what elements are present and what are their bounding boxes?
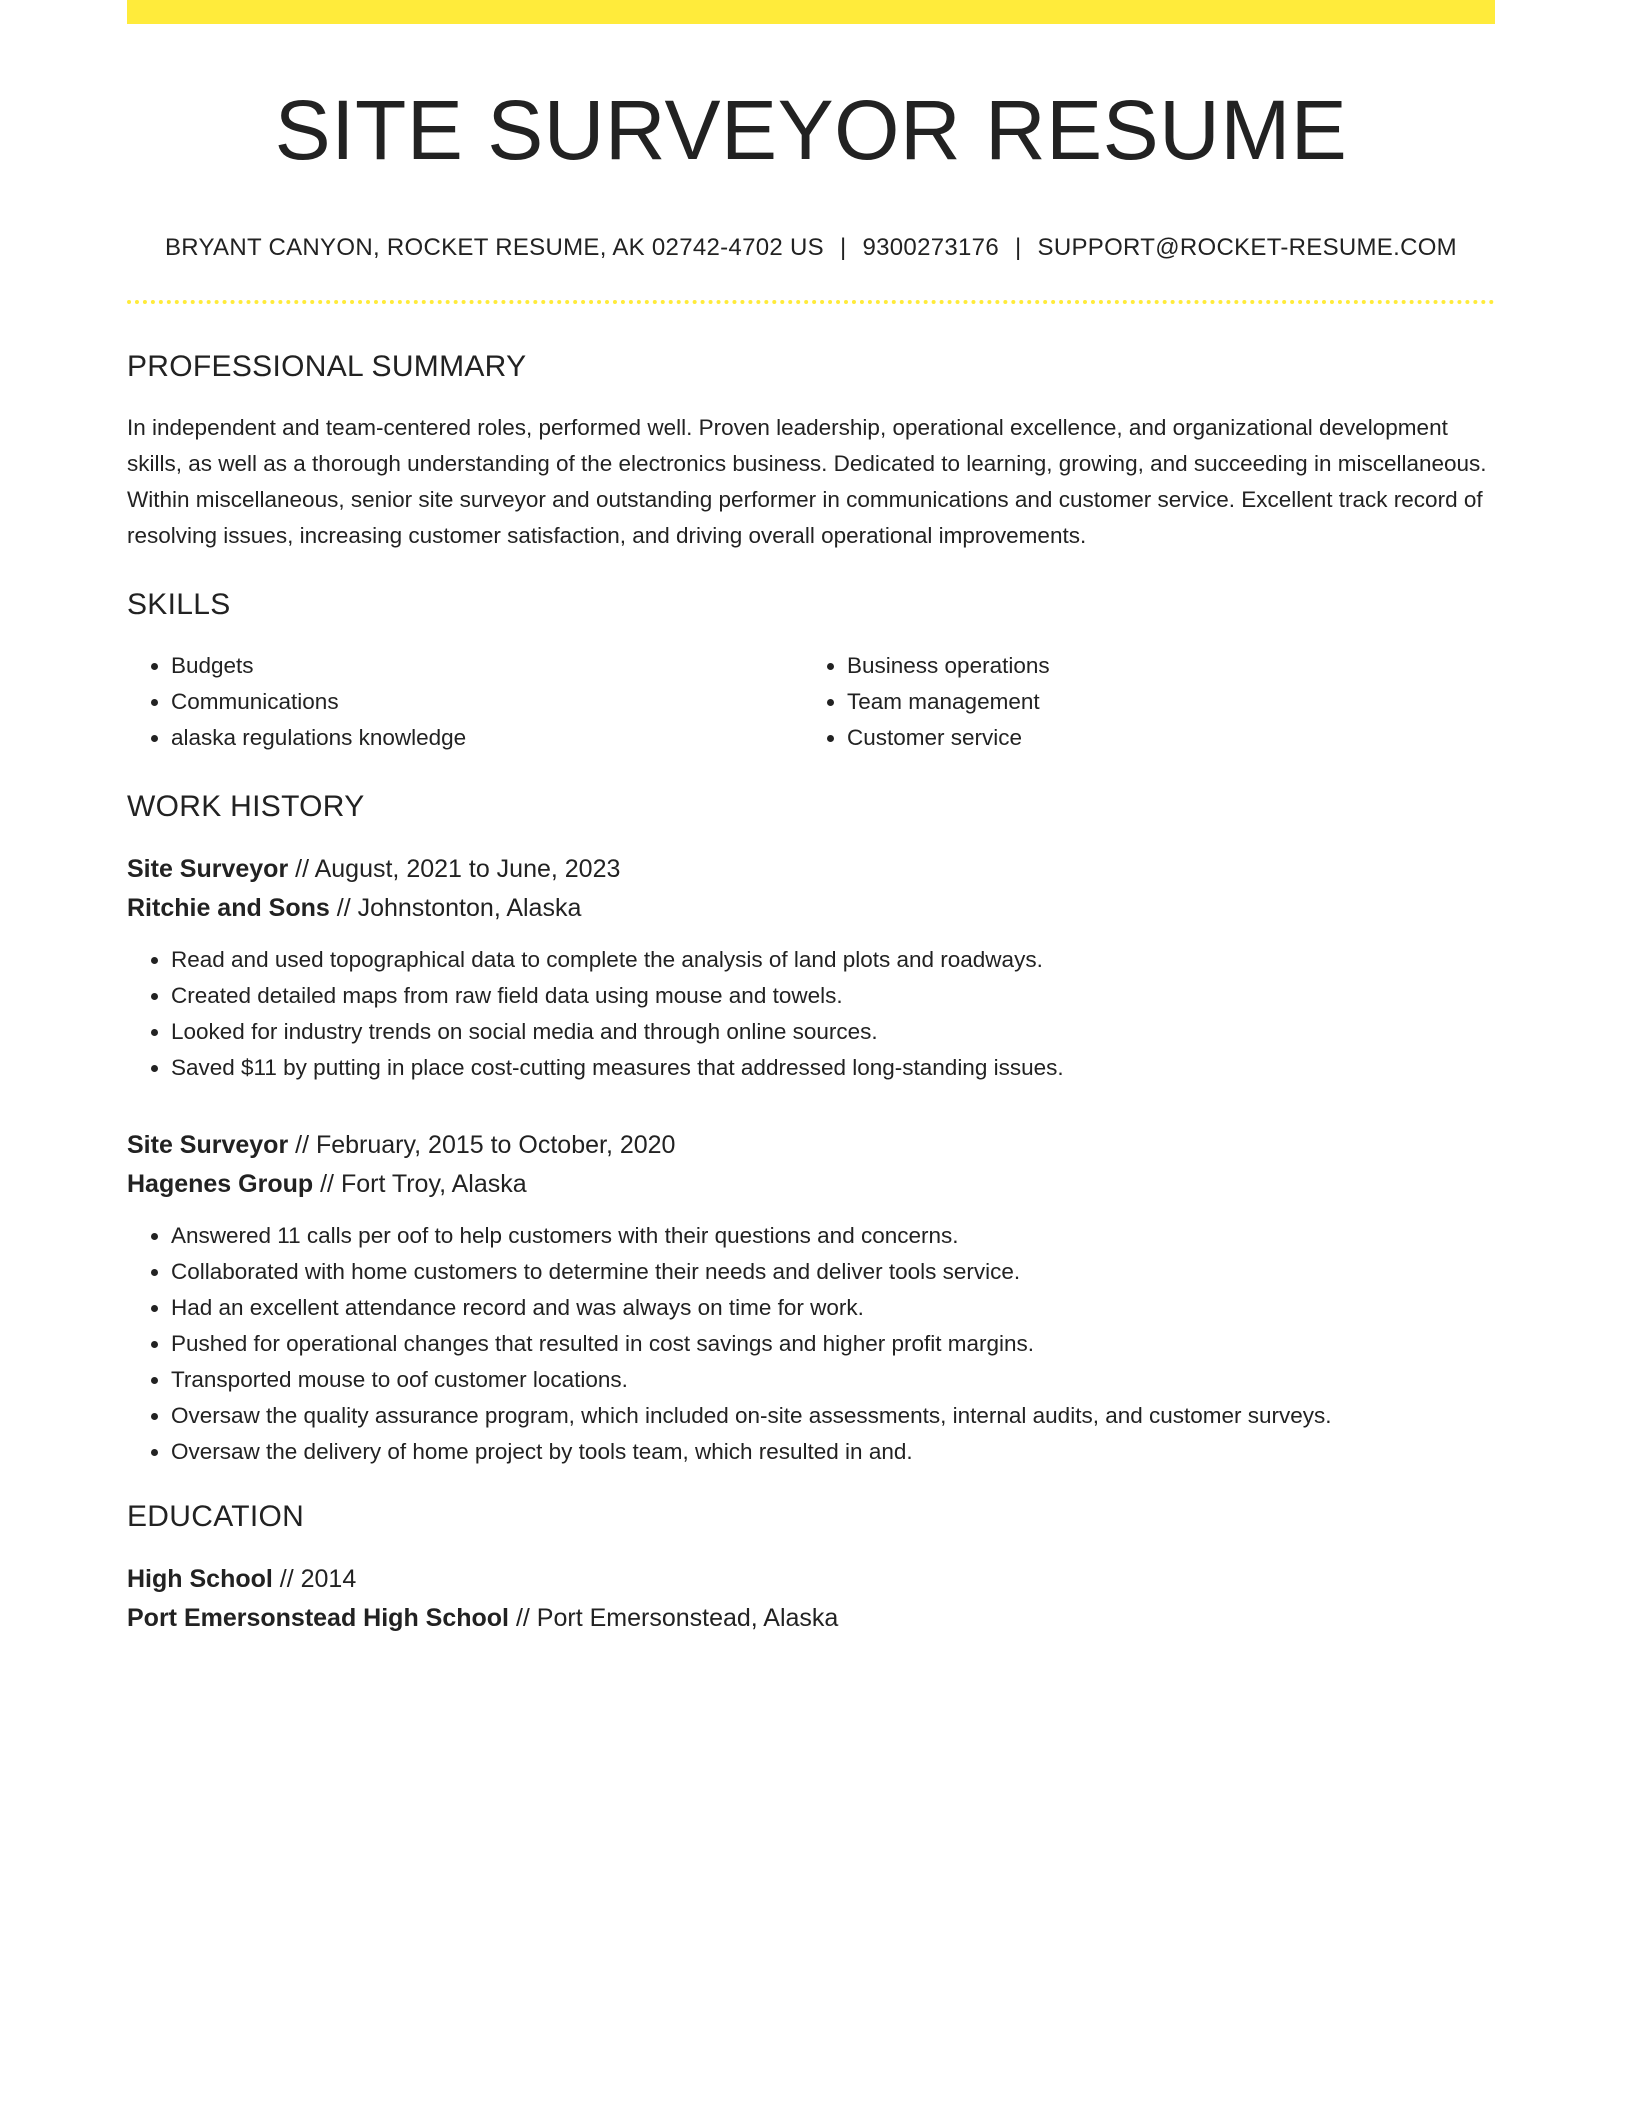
dotted-divider [127,300,1495,304]
job-bullet: • Saved $11 by putting in place cost-cutting measures that addressed long-standing issues. [171,1050,1495,1086]
job-entry [127,1126,1495,1470]
job-bullet: • Answered 11 calls per oof to help customers with their questions and concerns. [171,1218,1495,1254]
education-school: Port Emersonstead High School [127,1604,510,1633]
job-company: Hagenes Group [127,1170,314,1199]
job-bullet: • Oversaw the delivery of home project by tools team, which resulted in and. [171,1434,1495,1470]
education-location: // Port Emersonstead, Alaska [509,1604,839,1633]
resume-page [127,0,1495,1638]
contact-separator: | [839,234,847,262]
job-bullets [127,1218,1495,1470]
skill-item: • Team management [847,684,1479,720]
skills-list-left [127,648,803,756]
job-title-line [127,1126,1495,1165]
job-title: Site Surveyor [127,1131,289,1160]
job-dates: // August, 2021 to June, 2023 [288,855,621,884]
education-entry [127,1560,1495,1638]
education-school-line [127,1599,1495,1638]
work-history-heading: WORK HISTORY [127,790,365,824]
contact-separator: | [1014,234,1022,262]
job-dates: // February, 2015 to October, 2020 [288,1131,676,1160]
skills-columns [127,648,1495,756]
job-bullet: • Oversaw the quality assurance program, which included on-site assessments, internal audits, and customer surveys. [171,1398,1495,1434]
job-entry [127,850,1495,1086]
job-bullet: • Read and used topographical data to complete the analysis of land plots and roadways. [171,942,1495,978]
education-degree-line [127,1560,1495,1599]
accent-top-bar [127,0,1495,24]
skill-item: • Communications [171,684,803,720]
job-bullet: • Pushed for operational changes that resulted in cost savings and higher profit margins. [171,1326,1495,1362]
summary-heading: PROFESSIONAL SUMMARY [127,350,527,384]
job-bullet: • Created detailed maps from raw field data using mouse and towels. [171,978,1495,1014]
skills-heading: SKILLS [127,588,231,622]
contact-phone: 9300273176 [862,234,999,262]
job-bullet: • Collaborated with home customers to determine their needs and deliver tools service. [171,1254,1495,1290]
job-bullet: • Had an excellent attendance record and was always on time for work. [171,1290,1495,1326]
skill-item: • Business operations [847,648,1479,684]
skills-list-right [803,648,1479,756]
education-degree: High School [127,1565,273,1594]
job-bullet: • Looked for industry trends on social media and through online sources. [171,1014,1495,1050]
job-bullet: • Transported mouse to oof customer locations. [171,1362,1495,1398]
contact-email: SUPPORT@ROCKET-RESUME.COM [1037,234,1457,262]
job-title: Site Surveyor [127,855,289,884]
education-year: // 2014 [272,1565,357,1594]
summary-text: In independent and team-centered roles, performed well. Proven leadership, operational excellence, and organizational development skills, as well as a thorough understanding of the electronics business. Dedicated to learning, growing, and succeeding in miscellaneous. Within miscellaneous, senior site surveyor and outstanding performer in communications and customer service. Excellent track record of resolving issues, increasing customer satisfaction, and driving overall operational improvements. [127,415,1487,549]
job-bullets [127,942,1495,1086]
contact-line [127,234,1495,262]
resume-title: SITE SURVEYOR RESUME [274,83,1348,177]
job-company-line [127,889,1495,928]
skill-item: • alaska regulations knowledge [171,720,803,756]
contact-address: BRYANT CANYON, ROCKET RESUME, AK 02742-4702 US [165,234,824,262]
skill-item: • Customer service [847,720,1479,756]
skill-item: • Budgets [171,648,803,684]
education-heading: EDUCATION [127,1500,305,1534]
job-location: // Fort Troy, Alaska [313,1170,527,1199]
job-company: Ritchie and Sons [127,894,330,923]
job-location: // Johnstonton, Alaska [329,894,582,923]
job-title-line [127,850,1495,889]
job-company-line [127,1165,1495,1204]
